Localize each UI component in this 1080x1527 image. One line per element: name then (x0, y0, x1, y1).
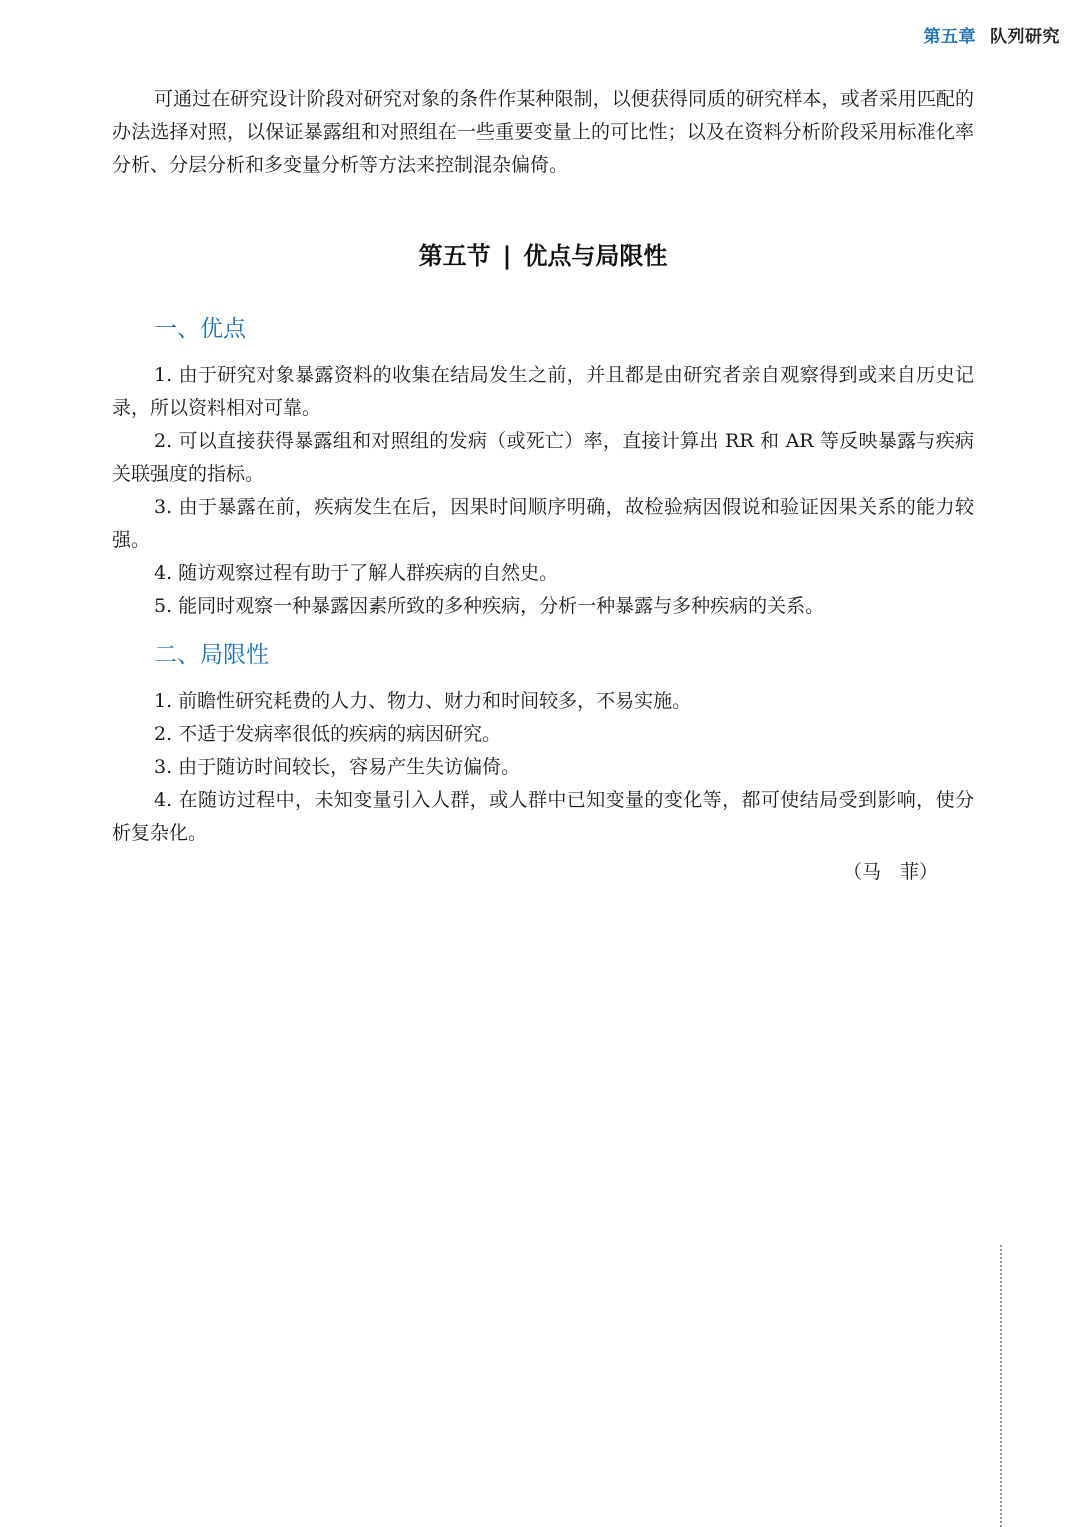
advantage-item-5: 5. 能同时观察一种暴露因素所致的多种疾病，分析一种暴露与多种疾病的关系。 (154, 595, 825, 617)
author-credit: （马 菲） (842, 861, 938, 883)
limitation-item-3: 3. 由于随访时间较长，容易产生失访偏倚。 (154, 756, 521, 778)
intro-paragraph: 可通过在研究设计阶段对研究对象的条件作某种限制，以便获得同质的研究样本，或者采用匹配的办法选择对照，以保证暴露组和对照组在一些重要变量上的可比性；以及在资料分析阶段采用标准化率分析、分层分析和多变量分析等方法来控制混杂偏倚。 (112, 88, 974, 176)
section-separator: | (502, 242, 512, 270)
limitations-heading: 二、局限性 (154, 642, 269, 668)
advantage-item-4: 4. 随访观察过程有助于了解人群疾病的自然史。 (154, 562, 559, 584)
limitation-item-1: 1. 前瞻性研究耗费的人力、物力、财力和时间较多，不易实施。 (154, 690, 692, 712)
limitation-item-2: 2. 不适于发病率很低的疾病的病因研究。 (154, 723, 502, 745)
binding-edge-dots (1000, 1245, 1002, 1527)
advantage-item-1: 1. 由于研究对象暴露资料的收集在结局发生之前，并且都是由研究者亲自观察得到或来自历史记录，所以资料相对可靠。 (112, 364, 974, 419)
chapter-label: 第五章 (923, 27, 976, 47)
advantage-item-2: 2. 可以直接获得暴露组和对照组的发病（或死亡）率，直接计算出 RR 和 AR 等反映暴露与疾病关联强度的指标。 (112, 430, 974, 485)
running-header (924, 22, 1061, 47)
chapter-title: 队列研究 (990, 27, 1060, 47)
page-content (112, 83, 974, 889)
advantages-heading: 一、优点 (154, 316, 246, 342)
section-name: 优点与局限性 (523, 242, 668, 270)
advantage-item-3: 3. 由于暴露在前，疾病发生在后，因果时间顺序明确，故检验病因假说和验证因果关系的能力较强。 (112, 496, 974, 551)
section-number: 第五节 (418, 242, 491, 270)
section-title (112, 236, 974, 271)
limitation-item-4: 4. 在随访过程中，未知变量引入人群，或人群中已知变量的变化等，都可使结局受到影响，使分析复杂化。 (112, 789, 974, 844)
